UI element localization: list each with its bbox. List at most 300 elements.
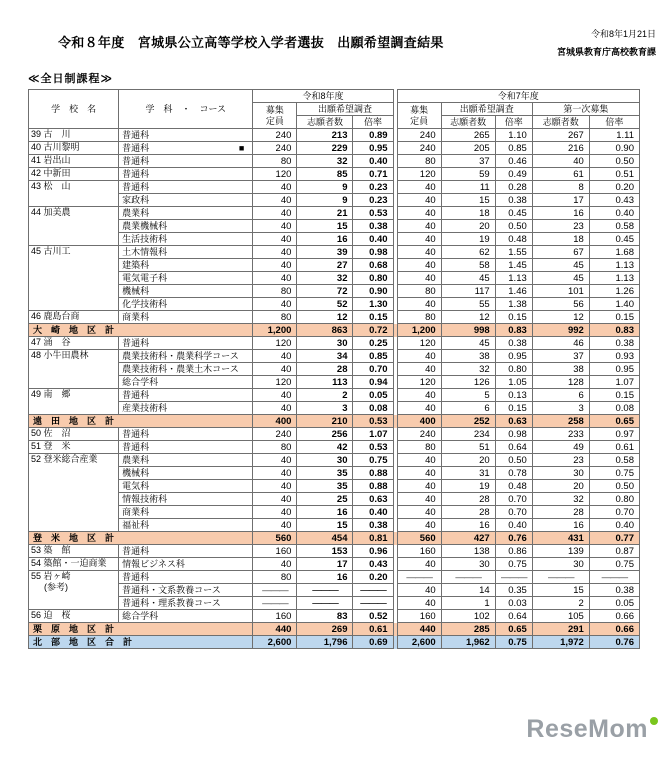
r7-ratio-cell: 0.03 [495, 597, 532, 610]
r8-applicants-cell: 39 [297, 246, 353, 259]
r8-applicants-cell: 83 [297, 610, 353, 623]
r7-capacity-cell: 40 [397, 454, 441, 467]
r7first-ratio-cell: 0.50 [589, 155, 639, 168]
r8-capacity-cell: 40 [253, 207, 297, 220]
r7first-ratio-cell: 0.93 [589, 350, 639, 363]
r8-capacity-cell: 40 [253, 454, 297, 467]
r7-applicants-cell: 11 [441, 181, 495, 194]
table-row [29, 597, 640, 610]
r7-applicants-cell: 18 [441, 207, 495, 220]
r7first-applicants-cell: 30 [532, 558, 589, 571]
r8-capacity-cell: 240 [253, 142, 297, 155]
resemom-logo-dot [650, 717, 658, 725]
r7first-applicants-cell: ——— [532, 571, 589, 584]
r8-capacity-cell: 40 [253, 402, 297, 415]
r8-ratio-cell: 0.53 [353, 441, 393, 454]
r8-applicants-cell: 1,796 [297, 636, 353, 649]
document-header [28, 26, 658, 61]
r7first-applicants-cell: 61 [532, 168, 589, 181]
r7first-ratio-cell: 0.20 [589, 181, 639, 194]
r7-capacity-cell: 40 [397, 259, 441, 272]
col-header-ratio: 倍率 [353, 116, 393, 129]
table-row [29, 246, 640, 259]
r7-capacity-cell: 40 [397, 493, 441, 506]
table-row [29, 441, 640, 454]
r8-applicants-cell: 213 [297, 129, 353, 142]
r8-applicants-cell: 42 [297, 441, 353, 454]
district-total-row [29, 415, 640, 428]
school-name-cell: 44 加美農 [29, 207, 119, 246]
department-cell: 普通科 [119, 181, 253, 194]
r7first-applicants-cell: 258 [532, 415, 589, 428]
table-row [29, 298, 640, 311]
r8-applicants-cell: 21 [297, 207, 353, 220]
r8-applicants-cell: 153 [297, 545, 353, 558]
r7first-applicants-cell: 267 [532, 129, 589, 142]
r8-applicants-cell: 16 [297, 233, 353, 246]
department-cell: 農業科 [119, 207, 253, 220]
r7-ratio-cell: 0.13 [495, 389, 532, 402]
document-date: 令和8年1月21日 [590, 29, 656, 39]
r7-applicants-cell: ——— [441, 571, 495, 584]
r8-capacity-cell: 40 [253, 194, 297, 207]
r7first-ratio-cell: 1.68 [589, 246, 639, 259]
r7-capacity-cell: 40 [397, 363, 441, 376]
r7first-applicants-cell: 16 [532, 207, 589, 220]
r8-capacity-cell: 40 [253, 272, 297, 285]
col-header-year-r8: 令和8年度 [253, 90, 393, 103]
r7-capacity-cell: 40 [397, 558, 441, 571]
r7first-applicants-cell: 139 [532, 545, 589, 558]
document-meta [498, 26, 658, 61]
r8-applicants-cell: 72 [297, 285, 353, 298]
r7first-applicants-cell: 15 [532, 584, 589, 597]
table-row [29, 558, 640, 571]
r7-capacity-cell: 80 [397, 311, 441, 324]
r7-capacity-cell: 160 [397, 610, 441, 623]
r7first-applicants-cell: 30 [532, 467, 589, 480]
r8-ratio-cell: 0.38 [353, 519, 393, 532]
table-row [29, 285, 640, 298]
r7-applicants-cell: 15 [441, 194, 495, 207]
r7-applicants-cell: 20 [441, 454, 495, 467]
r7first-applicants-cell: 49 [532, 441, 589, 454]
r7-applicants-cell: 102 [441, 610, 495, 623]
r8-ratio-cell: 0.43 [353, 558, 393, 571]
department-cell: 普通科 [119, 545, 253, 558]
department-cell: 生活技術科 [119, 233, 253, 246]
r7-applicants-cell: 31 [441, 467, 495, 480]
department-cell: 機械科 [119, 467, 253, 480]
r7first-ratio-cell: 0.77 [589, 532, 639, 545]
r7-applicants-cell: 45 [441, 337, 495, 350]
r7-ratio-cell: 0.70 [495, 506, 532, 519]
r7-capacity-cell: 560 [397, 532, 441, 545]
r7-capacity-cell: 80 [397, 441, 441, 454]
total-label-cell: 遠 田 地 区 計 [29, 415, 253, 428]
r8-ratio-cell: 1.30 [353, 298, 393, 311]
r7first-applicants-cell: 128 [532, 376, 589, 389]
r7-ratio-cell: 0.49 [495, 168, 532, 181]
r8-ratio-cell: 0.68 [353, 259, 393, 272]
r7-ratio-cell: 0.48 [495, 480, 532, 493]
r7first-ratio-cell: 1.13 [589, 272, 639, 285]
r8-capacity-cell: 40 [253, 246, 297, 259]
r7-applicants-cell: 1,962 [441, 636, 495, 649]
table-row [29, 545, 640, 558]
r7first-ratio-cell: 0.95 [589, 363, 639, 376]
r7first-ratio-cell: 0.83 [589, 324, 639, 337]
r8-applicants-cell: 25 [297, 493, 353, 506]
r7-ratio-cell: 0.85 [495, 142, 532, 155]
r7-ratio-cell: 0.35 [495, 584, 532, 597]
r7-ratio-cell: 0.50 [495, 454, 532, 467]
table-row [29, 259, 640, 272]
r7-applicants-cell: 265 [441, 129, 495, 142]
r8-applicants-cell: 9 [297, 181, 353, 194]
col-header-survey: 出願希望調査 [441, 103, 532, 116]
grand-total-row [29, 636, 640, 649]
r7first-applicants-cell: 56 [532, 298, 589, 311]
r7first-applicants-cell: 18 [532, 233, 589, 246]
r7first-applicants-cell: 12 [532, 311, 589, 324]
r7first-ratio-cell: 0.97 [589, 428, 639, 441]
col-header-capacity: 募集定員 [253, 103, 297, 129]
r7first-ratio-cell: 0.45 [589, 233, 639, 246]
r7-applicants-cell: 205 [441, 142, 495, 155]
r7-ratio-cell: 0.65 [495, 623, 532, 636]
r8-capacity-cell: 40 [253, 259, 297, 272]
r7first-applicants-cell: 23 [532, 220, 589, 233]
r7-capacity-cell: 40 [397, 246, 441, 259]
r7first-applicants-cell: 46 [532, 337, 589, 350]
r7-ratio-cell: 0.28 [495, 181, 532, 194]
r7first-ratio-cell: 0.65 [589, 415, 639, 428]
department-cell: 機械科 [119, 285, 253, 298]
r7first-ratio-cell: 0.40 [589, 519, 639, 532]
r7-applicants-cell: 30 [441, 558, 495, 571]
r8-ratio-cell: 0.71 [353, 168, 393, 181]
r8-capacity-cell: 80 [253, 311, 297, 324]
r8-ratio-cell: 0.40 [353, 506, 393, 519]
r7first-ratio-cell: 0.43 [589, 194, 639, 207]
table-row [29, 142, 640, 155]
r7-ratio-cell: 0.83 [495, 324, 532, 337]
total-label-cell: 栗 原 地 区 計 [29, 623, 253, 636]
r7-ratio-cell: 0.15 [495, 402, 532, 415]
r7first-ratio-cell: 0.40 [589, 207, 639, 220]
r8-ratio-cell: 0.25 [353, 337, 393, 350]
r7-ratio-cell: 1.05 [495, 376, 532, 389]
r7first-ratio-cell: 1.07 [589, 376, 639, 389]
r7-ratio-cell: 0.46 [495, 155, 532, 168]
district-total-row [29, 532, 640, 545]
r7-ratio-cell: 1.13 [495, 272, 532, 285]
r7-capacity-cell: 40 [397, 506, 441, 519]
r7-applicants-cell: 998 [441, 324, 495, 337]
r7-applicants-cell: 45 [441, 272, 495, 285]
r7first-ratio-cell: 0.66 [589, 610, 639, 623]
table-row [29, 155, 640, 168]
table-row [29, 272, 640, 285]
r7-ratio-cell: 0.64 [495, 441, 532, 454]
r7first-ratio-cell: 0.58 [589, 454, 639, 467]
department-cell: 普通科 [119, 337, 253, 350]
r8-capacity-cell: 560 [253, 532, 297, 545]
school-name-cell: 50 佐 沼 [29, 428, 119, 441]
table-row [29, 389, 640, 402]
school-name-cell: 39 古 川 [29, 129, 119, 142]
school-name-cell: 46 鹿島台商 [29, 311, 119, 324]
r7-capacity-cell: 40 [397, 480, 441, 493]
total-label-cell: 登 米 地 区 計 [29, 532, 253, 545]
r7first-applicants-cell: 23 [532, 454, 589, 467]
r7-ratio-cell: 0.86 [495, 545, 532, 558]
r7first-applicants-cell: 67 [532, 246, 589, 259]
table-row [29, 454, 640, 467]
r8-applicants-cell: 16 [297, 506, 353, 519]
r7first-ratio-cell: 0.05 [589, 597, 639, 610]
r8-capacity-cell: 1,200 [253, 324, 297, 337]
r8-ratio-cell: 0.89 [353, 129, 393, 142]
col-header-applicants: 志願者数 [441, 116, 495, 129]
r8-ratio-cell: 0.61 [353, 623, 393, 636]
r8-capacity-cell: 80 [253, 155, 297, 168]
department-cell: 普通科・文系教養コース [119, 584, 253, 597]
r7first-applicants-cell: 16 [532, 519, 589, 532]
r8-ratio-cell: ——— [353, 597, 393, 610]
r7-capacity-cell: 160 [397, 545, 441, 558]
r8-capacity-cell: 240 [253, 129, 297, 142]
r7-ratio-cell: 0.78 [495, 467, 532, 480]
r7-capacity-cell: 40 [397, 350, 441, 363]
r7first-applicants-cell: 3 [532, 402, 589, 415]
r7first-ratio-cell: 0.38 [589, 337, 639, 350]
r7-capacity-cell: 40 [397, 233, 441, 246]
r7first-ratio-cell: 0.50 [589, 480, 639, 493]
r8-ratio-cell: 0.85 [353, 350, 393, 363]
r8-applicants-cell: 17 [297, 558, 353, 571]
table-row [29, 337, 640, 350]
department-cell: 建築科 [119, 259, 253, 272]
r7first-ratio-cell: 0.51 [589, 168, 639, 181]
school-name-cell: 45 古川工 [29, 246, 119, 311]
table-row [29, 168, 640, 181]
col-header-survey: 出願希望調査 [297, 103, 393, 116]
col-header-ratio: 倍率 [589, 116, 639, 129]
r7-capacity-cell: 240 [397, 129, 441, 142]
r7-applicants-cell: 126 [441, 376, 495, 389]
r7-ratio-cell: 1.10 [495, 129, 532, 142]
r7-capacity-cell: 40 [397, 584, 441, 597]
document-org: 宮城県教育庁高校教育課 [556, 46, 656, 57]
col-header-applicants: 志願者数 [532, 116, 589, 129]
col-header-ratio: 倍率 [495, 116, 532, 129]
r7first-applicants-cell: 101 [532, 285, 589, 298]
r7first-ratio-cell: 0.90 [589, 142, 639, 155]
r7-capacity-cell: 80 [397, 285, 441, 298]
r8-capacity-cell: 120 [253, 376, 297, 389]
department-cell: 農業技術科・農業科学コース [119, 350, 253, 363]
department-cell: 普通科 [119, 129, 253, 142]
r8-applicants-cell: ——— [297, 584, 353, 597]
table-row [29, 610, 640, 623]
school-name-cell: 56 迫 桜 [29, 610, 119, 623]
school-name-cell: 52 登米総合産業 [29, 454, 119, 532]
r8-capacity-cell: 400 [253, 415, 297, 428]
r7-applicants-cell: 252 [441, 415, 495, 428]
r7first-ratio-cell: 0.38 [589, 584, 639, 597]
r7first-ratio-cell: 0.58 [589, 220, 639, 233]
r8-ratio-cell: ——— [353, 584, 393, 597]
r7-capacity-cell: 120 [397, 168, 441, 181]
r7first-applicants-cell: 45 [532, 272, 589, 285]
department-cell: 電気科 [119, 480, 253, 493]
r8-ratio-cell: 0.15 [353, 311, 393, 324]
r7-ratio-cell: 1.38 [495, 298, 532, 311]
school-name-cell: 47 涌 谷 [29, 337, 119, 350]
r8-applicants-cell: 3 [297, 402, 353, 415]
r8-ratio-cell: 0.38 [353, 220, 393, 233]
r8-ratio-cell: 0.40 [353, 233, 393, 246]
r8-capacity-cell: 80 [253, 285, 297, 298]
r8-ratio-cell: 0.53 [353, 415, 393, 428]
r8-capacity-cell: 40 [253, 350, 297, 363]
r7-applicants-cell: 32 [441, 363, 495, 376]
header-row [29, 90, 640, 103]
r7first-applicants-cell: 37 [532, 350, 589, 363]
r8-capacity-cell: 80 [253, 441, 297, 454]
r7-applicants-cell: 19 [441, 233, 495, 246]
table-row [29, 428, 640, 441]
r7-ratio-cell: 0.48 [495, 233, 532, 246]
department-cell: 普通科 [119, 155, 253, 168]
r8-capacity-cell: 40 [253, 181, 297, 194]
r7first-ratio-cell: 1.13 [589, 259, 639, 272]
r8-capacity-cell: 40 [253, 519, 297, 532]
r7-ratio-cell: 0.70 [495, 493, 532, 506]
r8-applicants-cell: 32 [297, 272, 353, 285]
r7first-ratio-cell: 0.75 [589, 558, 639, 571]
r8-ratio-cell: 0.96 [353, 545, 393, 558]
r8-capacity-cell: 440 [253, 623, 297, 636]
r7-ratio-cell: ——— [495, 571, 532, 584]
school-name-cell: 53 築 館 [29, 545, 119, 558]
r8-applicants-cell: 210 [297, 415, 353, 428]
table-row [29, 480, 640, 493]
department-cell: 農業科 [119, 454, 253, 467]
r8-ratio-cell: 1.07 [353, 428, 393, 441]
r7-applicants-cell: 59 [441, 168, 495, 181]
r8-applicants-cell: 35 [297, 467, 353, 480]
r8-applicants-cell: 9 [297, 194, 353, 207]
r8-ratio-cell: 0.23 [353, 194, 393, 207]
r7-applicants-cell: 12 [441, 311, 495, 324]
department-cell: 福祉科 [119, 519, 253, 532]
r8-applicants-cell: 15 [297, 519, 353, 532]
school-name-cell: 43 松 山 [29, 181, 119, 207]
r7first-applicants-cell: 216 [532, 142, 589, 155]
school-name-cell: 55 岩ヶ崎 (参考) [29, 571, 119, 610]
r8-ratio-cell: 0.90 [353, 285, 393, 298]
r8-ratio-cell: 0.53 [353, 207, 393, 220]
table-row [29, 181, 640, 194]
r8-capacity-cell: 80 [253, 571, 297, 584]
r7-applicants-cell: 6 [441, 402, 495, 415]
r7-capacity-cell: 2,600 [397, 636, 441, 649]
r7-applicants-cell: 117 [441, 285, 495, 298]
district-total-row [29, 324, 640, 337]
resemom-logo-text: ReseMom [526, 715, 648, 743]
r7-capacity-cell: 240 [397, 142, 441, 155]
r7-capacity-cell: 40 [397, 597, 441, 610]
table-row [29, 129, 640, 142]
r7first-ratio-cell: 1.26 [589, 285, 639, 298]
r8-ratio-cell: 0.94 [353, 376, 393, 389]
r7-applicants-cell: 285 [441, 623, 495, 636]
school-name-cell: 40 古川黎明 [29, 142, 119, 155]
r7first-ratio-cell: 0.61 [589, 441, 639, 454]
table-row [29, 311, 640, 324]
department-cell: 農業機械科 [119, 220, 253, 233]
r7-ratio-cell: 0.63 [495, 415, 532, 428]
total-label-cell: 北 部 地 区 合 計 [29, 636, 253, 649]
r8-applicants-cell: 35 [297, 480, 353, 493]
r8-capacity-cell: 40 [253, 298, 297, 311]
r8-ratio-cell: 0.88 [353, 467, 393, 480]
r8-capacity-cell: 120 [253, 168, 297, 181]
r8-ratio-cell: 0.23 [353, 181, 393, 194]
r7-applicants-cell: 28 [441, 493, 495, 506]
r8-ratio-cell: 0.05 [353, 389, 393, 402]
r8-ratio-cell: 0.63 [353, 493, 393, 506]
survey-table [28, 89, 640, 649]
r7-capacity-cell: 40 [397, 220, 441, 233]
r7first-applicants-cell: 6 [532, 389, 589, 402]
r7-ratio-cell: 0.64 [495, 610, 532, 623]
table-row [29, 363, 640, 376]
r8-capacity-cell: 40 [253, 467, 297, 480]
department-cell: 普通科 [119, 441, 253, 454]
r8-capacity-cell: 40 [253, 558, 297, 571]
department-cell: 商業科 [119, 506, 253, 519]
r8-capacity-cell: 2,600 [253, 636, 297, 649]
r8-capacity-cell: 160 [253, 610, 297, 623]
r7-capacity-cell: 240 [397, 428, 441, 441]
r7-applicants-cell: 1 [441, 597, 495, 610]
table-body [29, 129, 640, 649]
r8-applicants-cell: 269 [297, 623, 353, 636]
r7-capacity-cell: ——— [397, 571, 441, 584]
table-row [29, 493, 640, 506]
r8-applicants-cell: 15 [297, 220, 353, 233]
reference-note: (参考) [44, 582, 68, 593]
r7-ratio-cell: 0.15 [495, 311, 532, 324]
r7first-ratio-cell: 0.87 [589, 545, 639, 558]
r7first-ratio-cell: 0.15 [589, 311, 639, 324]
r7-ratio-cell: 0.75 [495, 558, 532, 571]
r8-ratio-cell: 0.08 [353, 402, 393, 415]
r7-applicants-cell: 20 [441, 220, 495, 233]
r8-capacity-cell: 160 [253, 545, 297, 558]
section-label: ≪全日制課程≫ [28, 73, 114, 86]
table-row [29, 220, 640, 233]
r8-applicants-cell: 34 [297, 350, 353, 363]
department-cell: 普通科 [119, 571, 253, 584]
r7first-ratio-cell: 0.66 [589, 623, 639, 636]
r7-ratio-cell: 0.50 [495, 220, 532, 233]
r7-ratio-cell: 1.46 [495, 285, 532, 298]
